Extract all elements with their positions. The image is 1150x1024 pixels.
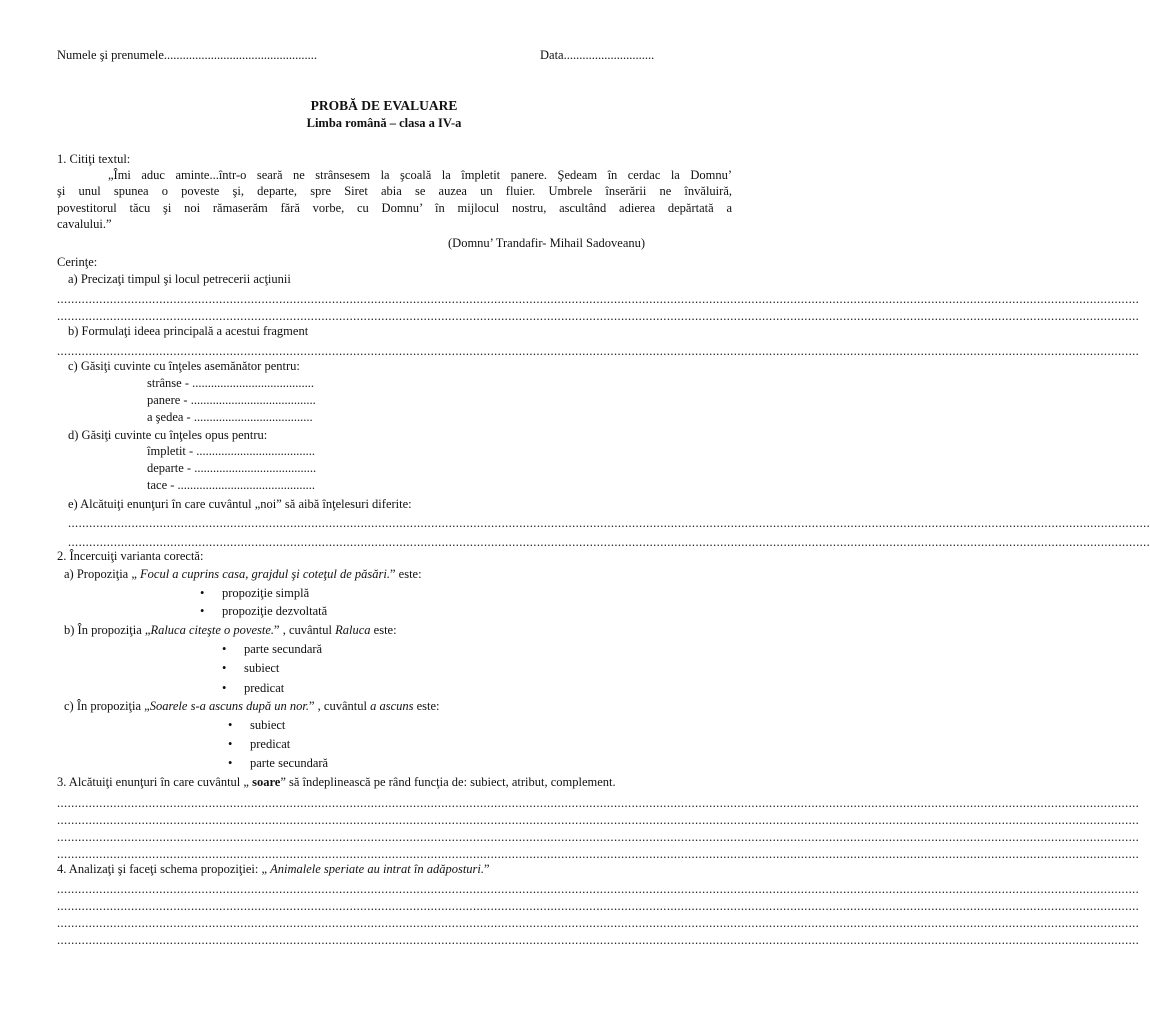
- synonym-item[interactable]: a şedea - ......................................: [147, 410, 313, 424]
- q1-a-prompt: a) Precizaţi timpul şi locul petrecerii acţiunii: [68, 272, 291, 286]
- option-item[interactable]: • propoziţie simplă: [200, 586, 310, 600]
- q1-d-prompt: d) Găsiţi cuvinte cu înţeles opus pentru:: [68, 428, 268, 442]
- option-item[interactable]: • parte secundară: [222, 642, 323, 656]
- option-item[interactable]: • predicat: [228, 737, 291, 751]
- answer-line[interactable]: ...................................................................................................................................................................................................................................................................................................................: [57, 344, 1140, 358]
- date-field-label: Data.............................: [540, 48, 655, 62]
- answer-line[interactable]: ...................................................................................................................................................................................................................................................................................................................: [57, 813, 1140, 827]
- answer-line[interactable]: ...................................................................................................................................................................................................................................................................................................................: [57, 830, 1140, 844]
- name-field-label: Numele şi prenumele.................................................: [57, 48, 318, 62]
- requirements-label: Cerinţe:: [57, 255, 98, 269]
- answer-line[interactable]: ...................................................................................................................................................................................................................................................................................................................: [68, 516, 1150, 530]
- q2-c-prompt: c) În propoziţia „Soarele s-a ascuns după un nor.” , cuvântul a ascuns este:: [64, 699, 440, 713]
- page-subtitle: Limba română – clasa a IV-a: [306, 116, 462, 130]
- q2-label: 2. Încercuiţi varianta corectă:: [57, 549, 204, 563]
- page-title: PROBĂ DE EVALUARE: [310, 98, 458, 113]
- antonym-item[interactable]: împletit - ......................................: [147, 444, 316, 458]
- option-item[interactable]: • subiect: [228, 718, 286, 732]
- q2-b-prompt: b) În propoziţia „Raluca citeşte o poveste.” , cuvântul Raluca este:: [64, 623, 397, 637]
- antonym-item[interactable]: tace - ............................................: [147, 478, 316, 492]
- answer-line[interactable]: ...................................................................................................................................................................................................................................................................................................................: [57, 309, 1140, 323]
- answer-line[interactable]: ...................................................................................................................................................................................................................................................................................................................: [57, 882, 1140, 896]
- answer-line[interactable]: ...................................................................................................................................................................................................................................................................................................................: [57, 933, 1140, 947]
- option-item[interactable]: • parte secundară: [228, 756, 329, 770]
- answer-line[interactable]: ...................................................................................................................................................................................................................................................................................................................: [57, 916, 1140, 930]
- q1-source: (Domnu’ Trandafir- Mihail Sadoveanu): [448, 236, 646, 250]
- synonym-item[interactable]: strânse - .......................................: [147, 376, 314, 390]
- answer-line[interactable]: ...................................................................................................................................................................................................................................................................................................................: [57, 899, 1140, 913]
- answer-line[interactable]: ...................................................................................................................................................................................................................................................................................................................: [57, 847, 1140, 861]
- q1-text-line: povestitorul tăcu şi noi rămaserăm fără vorbe, cu Domnu’ în mijlocul nostru, ascultând adierea depărtată a: [57, 201, 732, 215]
- q1-b-prompt: b) Formulaţi ideea principală a acestui fragment: [68, 324, 309, 338]
- synonym-item[interactable]: panere - ........................................: [147, 393, 316, 407]
- option-item[interactable]: • propoziţie dezvoltată: [200, 604, 328, 618]
- q4-prompt: 4. Analizaţi şi faceţi schema propoziţiei: „ Animalele speriate au intrat în adăposturi.”: [57, 862, 490, 876]
- q1-e-prompt: e) Alcătuiţi enunţuri în care cuvântul „noi” să aibă înţelesuri diferite:: [68, 497, 412, 511]
- antonym-item[interactable]: departe - .......................................: [147, 461, 317, 475]
- q1-c-prompt: c) Găsiţi cuvinte cu înţeles asemănător pentru:: [68, 359, 300, 373]
- answer-line[interactable]: ...................................................................................................................................................................................................................................................................................................................: [68, 535, 1150, 549]
- q1-text-line: şi unul spunea o poveste şi, departe, spre Siret abia se auzea un fluier. Umbrele înserării ne învăluiră,: [57, 184, 732, 198]
- answer-line[interactable]: ...................................................................................................................................................................................................................................................................................................................: [57, 292, 1140, 306]
- q1-label: 1. Citiţi textul:: [57, 152, 131, 166]
- q3-prompt: 3. Alcătuiţi enunţuri în care cuvântul „ soare” să îndeplinească pe rând funcţia de: subiect, atribut, complement.: [57, 775, 616, 789]
- option-item[interactable]: • predicat: [222, 681, 285, 695]
- q1-text-line: cavalului.”: [57, 217, 112, 231]
- q1-text-line: „Îmi aduc aminte...într-o seară ne strânsesem la şcoală la împletit panere. Şedeam în cerdac la Domnu’: [108, 168, 732, 182]
- option-item[interactable]: • subiect: [222, 661, 280, 675]
- q2-a-prompt: a) Propoziţia „ Focul a cuprins casa, grajdul şi coteţul de păsări.” este:: [64, 567, 422, 581]
- answer-line[interactable]: ...................................................................................................................................................................................................................................................................................................................: [57, 796, 1140, 810]
